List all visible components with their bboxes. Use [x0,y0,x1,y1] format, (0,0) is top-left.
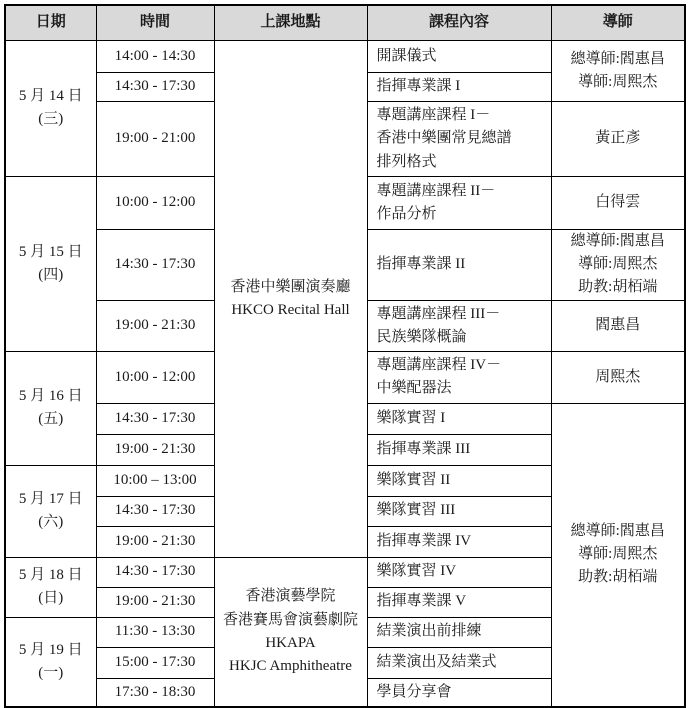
weekday-line: (四) [38,266,64,283]
date-cell-may18 [5,557,96,617]
content-line: 專題講座課程 III－ [376,305,501,322]
content-line: 作品分析 [376,205,437,222]
date-line: 5 月 19 日 [18,641,83,658]
content-line: 專題講座課程 II－ [376,182,496,199]
venue-line: 香港賽馬會演藝劇院 [222,611,358,628]
tutor-cell: 黃正彥 [551,102,685,177]
content-line: 香港中樂團常見總譜 [376,130,512,147]
content-cell: 結業演出及結業式 [367,647,551,678]
content-cell [367,352,551,404]
content-cell: 樂隊實習 IV [367,557,551,587]
date-cell-may15 [5,176,96,351]
tutor-cell-merged [551,403,685,707]
time-cell: 10:00 - 12:00 [96,352,214,404]
content-cell: 學員分享會 [367,678,551,707]
time-cell: 17:30 - 18:30 [96,678,214,707]
content-cell: 指揮專業課 III [367,434,551,465]
content-cell [367,102,551,177]
content-cell: 指揮專業課 II [367,229,551,300]
weekday-line: (五) [38,411,64,428]
venue-line: HKCO Recital Hall [231,301,350,318]
venue-cell-hkco [214,41,367,558]
content-line: 民族樂隊概論 [376,328,467,345]
time-cell: 14:30 - 17:30 [96,73,214,102]
schedule-table [4,4,686,708]
tutor-cell [551,229,685,300]
header-row [5,5,685,41]
time-cell: 19:00 - 21:00 [96,102,214,177]
table-row [5,41,685,73]
venue-line: HKAPA [265,634,316,651]
tutor-line: 總導師:閻惠昌 [570,50,665,67]
tutor-line: 導師:周熙杰 [578,74,658,90]
content-line: 中樂配器法 [376,380,452,397]
tutor-cell: 閻惠昌 [551,300,685,352]
tutor-line: 導師:周熙杰 [578,546,658,563]
content-cell: 指揮專業課 I [367,73,551,102]
content-cell [367,300,551,352]
tutor-cell: 周熙杰 [551,352,685,404]
time-cell: 14:00 - 14:30 [96,41,214,73]
time-cell: 14:30 - 17:30 [96,229,214,300]
time-cell: 19:00 - 21:30 [96,300,214,352]
venue-line: HKJC Amphitheatre [229,658,352,674]
tutor-line: 助教:胡栢端 [578,279,658,296]
tutor-line: 總導師:閻惠昌 [570,522,665,539]
content-cell: 指揮專業課 IV [367,526,551,557]
date-line: 5 月 17 日 [18,490,83,507]
time-cell: 19:00 - 21:30 [96,526,214,557]
content-cell: 結業演出前排練 [367,617,551,647]
venue-line: 香港演藝學院 [245,588,336,605]
time-cell: 10:00 – 13:00 [96,465,214,496]
venue-cell-hkapa [214,557,367,707]
date-line: 5 月 14 日 [18,88,83,105]
date-line: 5 月 18 日 [18,566,83,583]
date-cell-may14 [5,41,96,177]
weekday-line: (日) [38,590,64,606]
content-cell: 指揮專業課 V [367,587,551,617]
tutor-line: 導師:周熙杰 [578,256,658,272]
time-cell: 19:00 - 21:30 [96,434,214,465]
col-header-venue: 上課地點 [214,5,367,41]
time-cell: 11:30 - 13:30 [96,617,214,647]
col-header-content: 課程內容 [367,5,551,41]
date-line: 5 月 16 日 [18,388,83,404]
content-line: 排列格式 [376,153,437,170]
weekday-line: (六) [38,514,64,530]
time-cell: 14:30 - 17:30 [96,496,214,526]
col-header-tutor: 導師 [551,5,685,41]
tutor-line: 助教:胡栢端 [578,569,658,586]
time-cell: 14:30 - 17:30 [96,403,214,434]
date-cell-may17 [5,465,96,557]
content-cell: 樂隊實習 III [367,496,551,526]
content-cell [367,176,551,229]
content-cell: 樂隊實習 I [367,403,551,434]
content-cell: 開課儀式 [367,41,551,73]
tutor-cell [551,41,685,102]
content-line: 專題講座課程 I－ [376,107,491,123]
date-cell-may19 [5,617,96,707]
col-header-time: 時間 [96,5,214,41]
venue-line: 香港中樂團演奏廳 [230,278,351,295]
time-cell: 10:00 - 12:00 [96,176,214,229]
weekday-line: (一) [38,664,64,681]
content-line: 專題講座課程 IV－ [376,357,502,373]
col-header-date: 日期 [5,5,96,41]
date-line: 5 月 15 日 [18,243,83,260]
date-cell-may16 [5,352,96,466]
time-cell: 14:30 - 17:30 [96,557,214,587]
weekday-line: (三) [38,111,64,128]
time-cell: 15:00 - 17:30 [96,647,214,678]
content-cell: 樂隊實習 II [367,465,551,496]
time-cell: 19:00 - 21:30 [96,587,214,617]
tutor-line: 總導師:閻惠昌 [570,232,665,249]
tutor-cell: 白得雲 [551,176,685,229]
